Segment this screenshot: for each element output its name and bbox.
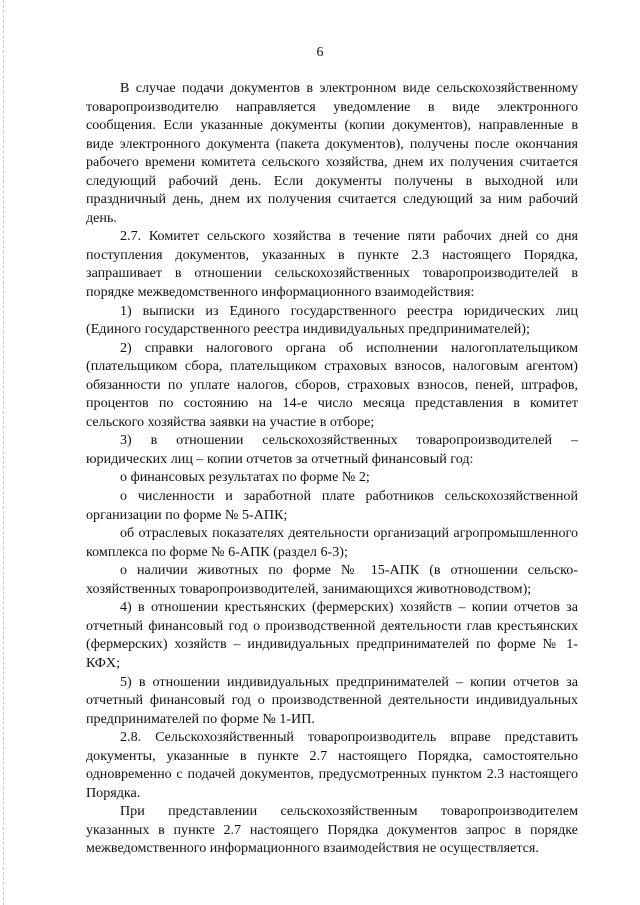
paragraph-2-8: 2.8. Сельскохозяйственный товаропроизводитель вправе представить документы, указанные в пункте 2.7 настоящего Порядка, самостоятельно одновременно с подачей документов, предусмотренных пунктом 2.3 настоящего Порядка. [86, 729, 578, 801]
sub-item-livestock: о наличии животных по форме № 15-АПК (в отношении сельскохозяйственных товаропроизводителей, занимающихся животноводством); [86, 562, 578, 597]
page-number: 6 [316, 45, 324, 60]
paragraph-electronic-submission: В случае подачи документов в электронном виде сельскохозяйственному товаропроизводителю направляется уведомление в виде электронного сообщения. Если указанные документы (копии документов), направленные в виде электронного документа (пакета документов), получены после окончания рабочего времени комитета сельского хозяйства, днем их получения считается следующий рабочий день. Если документы получены в выходной или праздничный день, днем их получения считается следующий за ним рабочий день. [86, 80, 578, 226]
list-item-1: 1) выписки из Единого государственного реестра юридических лиц (Единого государственного реестра индивидуальных предпринимателей); [86, 302, 578, 338]
sub-item-financial-results: о финансовых результатах по форме № 2; [120, 469, 370, 486]
sub-item-industry-indicators: об отраслевых показателях деятельности организаций агропромышленного комплекса по форме № 6-АПК (раздел 6-3); [86, 525, 578, 560]
list-item-2: 2) справки налогового органа об исполнении налогоплательщиком (плательщиком сбора, плательщиком страховых взносов, налоговым агентом) обязанности по уплате налогов, сборов, страховых взносов, пеней, штрафов, процентов по состоянию на 14-е число месяца представления в комитет сельского хозяйства заявки на участие в отборе; [86, 339, 578, 430]
list-item-5: 5) в отношении индивидуальных предпринимателей – копии отчетов за отчетный финансовый год о производственной деятельности индивидуальных предпринимателей по форме № 1-ИП. [86, 673, 578, 727]
scan-edge-line [3, 0, 5, 905]
paragraph-final: При представлении сельскохозяйственным товаропроизводителем указанных в пункте 2.7 настоящего Порядка документов запрос в порядке межведомственного информационного взаимодействия не осуществляется. [86, 803, 578, 857]
document-body [86, 79, 578, 858]
list-item-4: 4) в отношении крестьянских (фермерских) хозяйств – копии отчетов за отчетный финансовый год о производственной деятельности глав крестьянских (фермерских) хозяйств – индивидуальных предпринимателей по форме № 1-КФХ; [86, 599, 578, 671]
list-item-3: 3) в отношении сельскохозяйственных товаропроизводителей – юридических лиц – копии отчетов за отчетный финансовый год: [86, 432, 578, 467]
paragraph-2-7: 2.7. Комитет сельского хозяйства в течение пяти рабочих дней со дня поступления документов, указанных в пункте 2.3 настоящего Порядка, запрашивает в отношении сельскохозяйственных товаропроизводителей в порядке межведомственного информационного взаимодействия: [86, 228, 578, 301]
sub-item-employee-count: о численности и заработной плате работников сельскохозяйственной организации по форме № 5-АПК; [86, 488, 578, 523]
